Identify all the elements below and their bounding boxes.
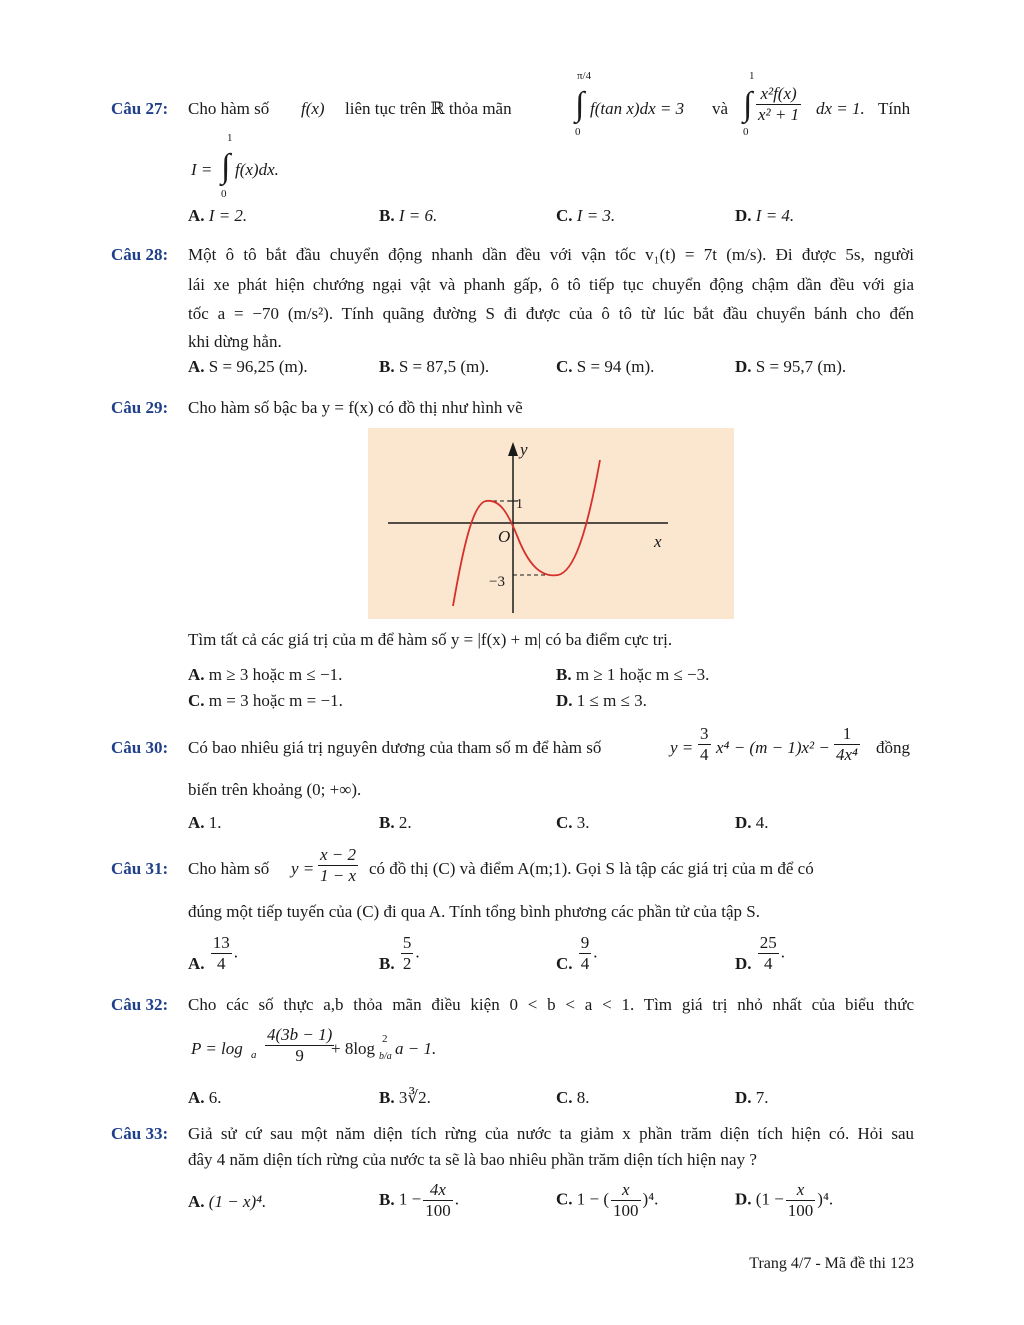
question-label: Câu 28: xyxy=(111,245,169,264)
option-a[interactable]: A. 1. xyxy=(188,813,222,832)
option-b[interactable]: B. 3∛2. xyxy=(379,1088,431,1107)
question-label: Câu 33: xyxy=(111,1124,169,1143)
tick-label-1: 1 xyxy=(516,497,523,512)
option-a[interactable]: A. I = 2. xyxy=(188,206,248,225)
option-b[interactable]: B. $\frac{5}{2}$ . xyxy=(379,933,420,974)
question-stem-line: đúng một tiếp tuyến của (C) đi qua A. Tính tổng bình phương các phần tử của tập S. xyxy=(188,902,760,921)
option-c[interactable]: C. m = 3 hoặc m = −1. xyxy=(188,691,343,710)
question-label: Câu 31: xyxy=(111,859,169,878)
question-stem: Cho hàm số y = $\frac{x - 2}{1 - x}$ có đồ thị (C) và điểm A(m;1). Gọi S là tập các giá trị của m để có xyxy=(188,845,814,885)
question-label: Câu 30: xyxy=(111,738,169,757)
integral-I: I = ∫ 1 0 f(x)dx. xyxy=(191,132,279,200)
expression-P: P = log a $\frac{4(3b - 1)}{9}$ + 8log 2 b/a a − 1. xyxy=(191,1025,437,1065)
integral-1: ∫ π/4 0 xyxy=(575,70,592,138)
question-stem-line: Một ô tô bắt đầu chuyển động nhanh dần đều với vận tốc v₁(t) = 7t (m/s). Đi được 5s, người xyxy=(188,245,914,264)
question-stem-line: khi dừng hẳn. xyxy=(188,332,282,351)
question-32 xyxy=(111,995,914,1115)
cubic-curve xyxy=(453,460,600,606)
option-b[interactable]: B. 2. xyxy=(379,813,412,832)
option-c[interactable]: C. 1 − ( $\frac{x}{100}$ )⁴. xyxy=(556,1180,659,1220)
option-d[interactable]: D. S = 95,7 (m). xyxy=(735,357,847,376)
option-c[interactable]: C. $\frac{9}{4}$ . xyxy=(556,933,598,974)
question-stem-line: Cho các số thực a,b thỏa mãn điều kiện 0 < b < a < 1. Tìm giá trị nhỏ nhất của biểu thức xyxy=(188,995,914,1014)
integral-2: ∫ 1 0 xyxy=(743,70,755,138)
tick-label-neg3: −3 xyxy=(489,574,505,590)
option-d[interactable]: D. 1 ≤ m ≤ 3. xyxy=(556,691,647,710)
option-c[interactable]: C. I = 3. xyxy=(556,206,616,225)
page-footer: Trang 4/7 - Mã đề thi 123 xyxy=(749,1255,914,1272)
origin-label: O xyxy=(498,527,511,546)
question-label: Câu 27: xyxy=(111,99,169,118)
fraction: $\frac{\text{x²f(x)}}{\text{x² + 1}}$ xyxy=(758,84,800,124)
question-31 xyxy=(111,845,914,985)
option-b[interactable]: B. S = 87,5 (m). xyxy=(379,357,490,376)
y-axis-arrow-icon xyxy=(508,442,518,456)
question-30 xyxy=(111,724,914,834)
option-a[interactable]: A. (1 − x)⁴. xyxy=(188,1192,267,1211)
question-label: Câu 32: xyxy=(111,995,169,1014)
question-stem-line: lái xe phát hiện chướng ngại vật và phanh gấp, ô tô tiếp tục chuyển động chậm dần đều với gia xyxy=(188,275,914,294)
option-c[interactable]: C. 3. xyxy=(556,813,590,832)
option-b[interactable]: B. m ≥ 1 hoặc m ≤ −3. xyxy=(556,665,710,684)
option-d[interactable]: D. 7. xyxy=(735,1088,769,1107)
question-28 xyxy=(111,243,914,383)
question-29 xyxy=(111,398,914,418)
question-33 xyxy=(111,1124,914,1234)
option-c[interactable]: C. S = 94 (m). xyxy=(556,357,655,376)
question-stem: Có bao nhiêu giá trị nguyên dương của tham số m để hàm số y = $\frac{3}{4}$ x⁴ − (m − 1)x² − $\frac{1}{\text{4x⁴}}$ đồng xyxy=(188,724,910,764)
question-stem: Cho hàm số bậc ba y = f(x) có đồ thị như hình vẽ xyxy=(188,398,523,417)
option-c[interactable]: C. 8. xyxy=(556,1088,590,1107)
option-d[interactable]: D. (1 − $\frac{x}{100}$ )⁴. xyxy=(735,1180,834,1220)
question-stem-line: biến trên khoảng (0; +∞). xyxy=(188,780,362,799)
question-stem-line: đây 4 năm diện tích rừng của nước ta sẽ là bao nhiêu phần trăm diện tích hiện nay ? xyxy=(188,1150,757,1169)
option-a[interactable]: A. m ≥ 3 hoặc m ≤ −1. xyxy=(188,665,343,684)
question-label: Câu 29: xyxy=(111,398,169,417)
option-d[interactable]: D. I = 4. xyxy=(735,206,795,225)
question-27: Câu 27: Cho hàm số f(x) liên tục trên ℝ thỏa mãn ∫ π/4 0 f(tan x)dx = 3 và ∫ 1 0 $\frac{\text{x²f(x)}}{\text{x² + 1}}$ dx = 1. Tính I = ∫ 1 0 f(x)dx. A. I = 2. B. I = 6. C. I = 3. D. I = 4. xyxy=(111,70,911,225)
question-stem-line: Giả sử cứ sau một năm diện tích rừng của nước ta giảm x phần trăm diện tích hiện có. Hỏi sau xyxy=(188,1124,914,1143)
option-b[interactable]: B. I = 6. xyxy=(379,206,438,225)
option-d[interactable]: D. $\frac{25}{4}$ . xyxy=(735,933,786,974)
option-a[interactable]: A. 6. xyxy=(188,1088,222,1107)
question-stem-line: tốc a = −70 (m/s²). Tính quãng đường S đi được của ô tô từ lúc bắt đầu chuyển bánh cho đến xyxy=(188,304,914,323)
option-a[interactable]: A. $\frac{13}{4}$ . xyxy=(188,933,239,974)
question-29-task xyxy=(111,630,914,710)
question-stem: Tìm tất cả các giá trị của m để hàm số y = |f(x) + m| có ba điểm cực trị. xyxy=(188,630,673,649)
option-a[interactable]: A. S = 96,25 (m). xyxy=(188,357,308,376)
cubic-graph xyxy=(368,428,734,619)
y-axis-label: y xyxy=(520,440,528,459)
x-axis-label: x xyxy=(654,532,662,551)
cubic-graph-svg xyxy=(368,428,734,619)
option-b[interactable]: B. 1 − $\frac{4x}{100}$ . xyxy=(379,1180,459,1220)
option-d[interactable]: D. 4. xyxy=(735,813,769,832)
